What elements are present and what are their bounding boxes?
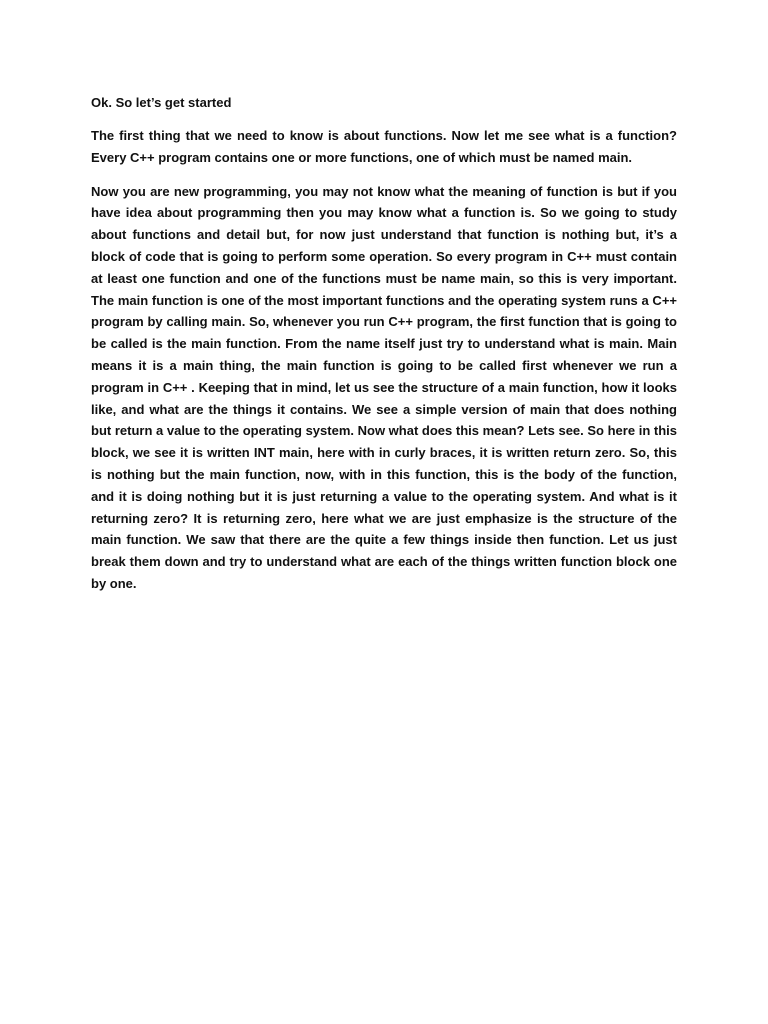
document-heading: Ok. So let’s get started [91, 95, 232, 110]
paragraph-main-function: Now you are new programming, you may not know what the meaning of function is but if you have idea about programming then you may know what a function is. So we going to study about functions and detail but, for now just understand that function is nothing but, it’s a block of code that is going to perform some operation. So every program in C++ must contain at least one function and one of the functions must be name main, so this is very important. The main function is one of the most important functions and the operating system runs a C++ program by calling main. So, whenever you run C++ program, the first function that is going to be called is the main function. From the name itself just try to understand what is main. Main means it is a main thing, the main function is going to be called first whenever we run a program in C++ . Keeping that in mind, let us see the structure of a main function, how it looks like, and what are the things it contains. We see a simple version of main that does nothing but return a value to the operating system. Now what does this mean? Lets see. So here in this block, we see it is written INT main, here with in curly braces, it is written return zero. So, this is nothing but the main function, now, with in this function, this is the body of the function, and it is doing nothing but it is just returning a value to the operating system. And what is it returning zero? It is returning zero, here what we are just emphasize is the structure of the main function. We saw that there are the quite a few things inside then function. Let us just break them down and try to understand what are each of the things written function block one by one. [91, 183, 677, 591]
paragraph-functions-intro: The first thing that we need to know is about functions. Now let me see what is a function? Every C++ program contains one or more functions, one of which must be named main. [91, 128, 677, 165]
document-body [91, 93, 677, 607]
